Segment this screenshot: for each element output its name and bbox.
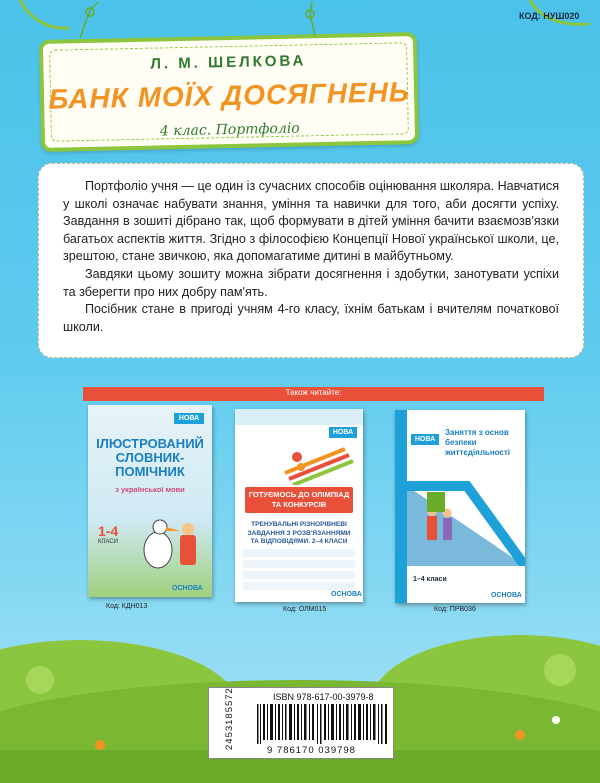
book1-publisher: ОСНОВА — [172, 585, 203, 592]
description-card — [38, 163, 584, 358]
book-subtitle: 4 клас. Портфоліо — [159, 120, 300, 140]
sign-strings-icon — [40, 0, 420, 40]
book3-code: Код: ПРВ036 — [434, 606, 476, 613]
title-sign — [39, 32, 419, 152]
book3-stripe — [395, 410, 407, 603]
book1-title: ІЛЮСТРОВАНИЙ СЛОВНИК-ПОМІЧНИК — [96, 436, 204, 479]
barcode-side-number: 2453185572 — [224, 687, 235, 750]
barcode-box — [208, 687, 394, 759]
children-illustration-icon — [407, 466, 525, 566]
book1-code: Код: КДН013 — [106, 603, 148, 610]
book-cover-olympiad — [235, 409, 363, 602]
description-paragraph-3: Посібник стане в пригоді учням 4-го класу, їхнім батькам і вчителям початкової школи. — [63, 302, 559, 334]
book2-subtitle: ТРЕНУВАЛЬНІ РІЗНОРІВНЕВІ ЗАВДАННЯ З РОЗВ'ЯЗАННЯМИ ТА ВІДПОВІДЯМИ. 2–4 КЛАСИ — [247, 521, 351, 545]
book2-publisher: ОСНОВА — [331, 591, 362, 598]
runner-illustration-icon — [275, 443, 355, 485]
description-paragraph-1: Портфоліо учня — це один із сучасних способів оцінювання школяра. Навчатися у школі означає набувати знання, уміння та навички для того, аби досягти успіху. Завдання в зошиті дібрано так, щоб формувати в дітей уміння бачити взаємозв'язки багатьох аспектів життя. Згідно з філософією Концепції Нової української школи, це, зрештою, стане звичкою, яка допомагатиме дитині в майбутньому. — [63, 179, 560, 264]
nova-badge: НОВА — [411, 434, 439, 445]
book2-code: Код: ОЛМ015 — [283, 606, 327, 613]
also-read-banner — [83, 387, 544, 401]
barcode-number: 9 786170 039798 — [267, 745, 356, 756]
book3-title: Заняття з основ безпеки життєдіяльності — [445, 428, 511, 457]
book-title: БАНК МОЇХ ДОСЯГНЕНЬ — [48, 76, 410, 115]
stork-illustration-icon — [128, 505, 208, 585]
book1-subtitle: з української мови — [115, 485, 185, 494]
isbn-label: ISBN 978-617-00-3979-8 — [273, 692, 374, 702]
book1-grade: 1-4 — [98, 523, 119, 539]
book1-grade-label: КЛАСИ — [98, 539, 118, 545]
book-cover-safety — [395, 410, 525, 603]
book3-grade: 1–4 класи — [413, 576, 447, 583]
barcode-icon — [257, 704, 387, 744]
description-paragraph-2: Завдяки цьому зошиту можна зібрати досягнення і здобутки, занотувати успіхи та зберегти про них добру пам'ять. — [63, 266, 559, 299]
also-read-label: Також читайте: — [285, 388, 342, 397]
nova-badge: НОВА — [329, 427, 357, 438]
book3-publisher: ОСНОВА — [491, 592, 522, 599]
book2-header — [235, 409, 363, 425]
book2-title: ГОТУЄМОСЬ ДО ОЛІМПІАД ТА КОНКУРСІВ — [245, 487, 353, 513]
content-list-icon — [243, 549, 355, 591]
author-name: Л. М. ШЕЛКОВА — [150, 52, 307, 73]
product-code: КОД: НУШ020 — [519, 11, 580, 21]
book-cover-dictionary — [88, 405, 212, 597]
nova-badge: НОВА — [174, 413, 204, 424]
